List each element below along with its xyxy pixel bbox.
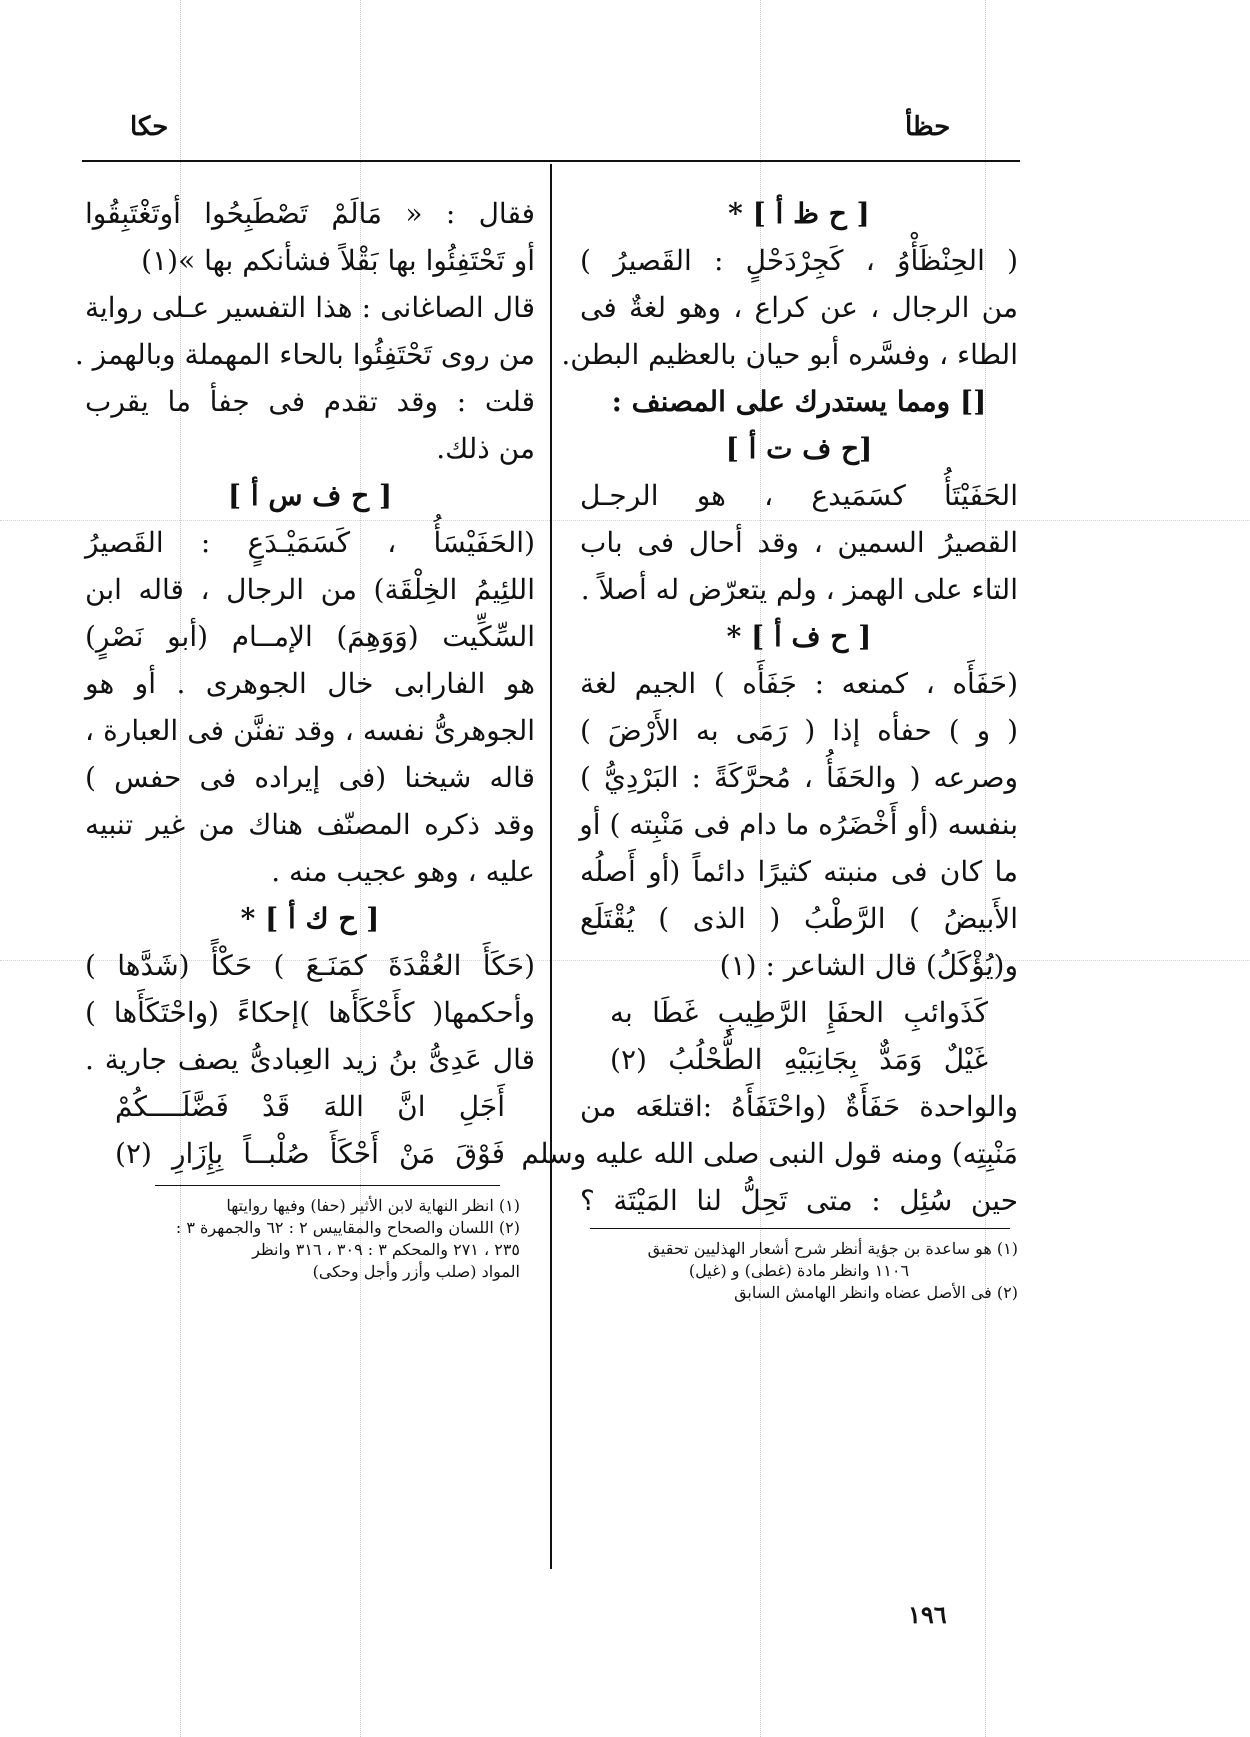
entry-heading: [ح ف ت أ ] (725, 432, 873, 465)
verse-line: فَوْقَ مَنْ أَحْكَأَ صُلْبــاً بِإِزَارِ (٢) (115, 1137, 505, 1170)
text-line: اللئِيمُ الخِلْقَة) من الرجال ، قاله ابن (85, 573, 535, 606)
right-column (521, 190, 1018, 1224)
text-line: قلت : وقد تقدم فى جفأ ما يقرب (85, 385, 535, 418)
text-line: عليه ، وهو عجيب منه . (271, 855, 535, 888)
verse-line: أَجَلِ انَّ اللهَ قَدْ فَضَّلَــــكُمْ (115, 1090, 505, 1123)
text-line: (حَكَأَ العُقْدَةَ كمَنَـعَ ) حَكْأً (شَدَّها ) (85, 949, 535, 982)
text-line: ( و ) حفأه إذا ( رَمَى به الأَرْضَ ) (580, 714, 1018, 747)
text-line: (الحَفَيْسَأُ ، كَسَمَيْـدَعٍ : القَصيرُ (85, 526, 535, 559)
footnote: المواد (صلب وأزر وأجل وحكى) (312, 1262, 520, 1281)
text-line: بنفسه (أو أَخْضَرُه ما دام فى مَنْبِته ) أو (579, 808, 1018, 841)
text-line: هو الفارابى خال الجوهرى . أو هو (85, 667, 535, 700)
text-line: (حَفَأَه ، كمنعه : جَفَأَه ) الجيم لغة (580, 667, 1018, 700)
left-footnotes (100, 1195, 520, 1283)
text-line: و(يُؤْكَلُ) قال الشاعر : (١) (719, 949, 1018, 982)
verse-line: غَيْلٌ وَمَدٌّ بِجَانِبَيْهِ الطُّحْلُبُ (٢) (610, 1043, 988, 1076)
text-line: من روى تَحْتَفِئُوا بالحاء المهملة وبالهمز . (74, 338, 535, 371)
verse-line: كَذَوائبِ الحفَإِ الرَّطِيبِ غَطَا به (610, 996, 988, 1029)
text-line: أو تَحْتَفِئُوا بها بَقْلاً فشأنكم بها »(١) (141, 244, 535, 277)
text-line: قاله شيخنا (فى إيراده فى حفس ) (85, 761, 535, 794)
entry-heading: [ ح ك أ ] * (240, 902, 380, 935)
footnote-rule (155, 1185, 500, 1186)
text-line: حين سُئِل : متى تَحِلُّ لنا المَيْتَة ؟ (580, 1184, 1018, 1217)
text-line: السِّكِّيت (وَوَهِمَ) الإمــام (أبو نَصْرٍ) (85, 620, 535, 653)
text-line: قال عَدِىُّ بنُ زيد العِبادىُّ يصف جارية . (85, 1043, 535, 1076)
footnote: ١١٠٦ وانظر مادة (غطى) و (غيل) (688, 1261, 910, 1280)
entry-heading: [ ح ف أ ] * (726, 620, 872, 653)
header-rule (82, 160, 1020, 162)
text-line: ( الحِنْظَأْوُ ، كَجِرْدَحْلٍ : القَصيرُ ) (580, 244, 1018, 277)
text-line: الجوهرىُّ نفسه ، وقد تفنَّن فى العبارة ، (85, 714, 535, 747)
column-divider (550, 164, 552, 1569)
entry-heading: [ ح ف س أ ] (227, 479, 393, 512)
text-line: فقال : « مَالَمْ تَصْطَبِحُوا أوتَغْتَبِقُوا (85, 197, 535, 230)
footnote: (١) هو ساعدة بن جؤية أنظر شرح أشعار الهذليين تحقيق (647, 1239, 1018, 1258)
text-line: [] ومما يستدرك على المصنف : (611, 385, 987, 418)
text-line: قال الصاغانى : هذا التفسير عـلى رواية (85, 291, 535, 324)
footnote: (١) انظر النهاية لابن الأثير (حفا) وفيها روايتها (226, 1196, 520, 1215)
entry-heading: [ ح ظ أ ] * (728, 197, 870, 230)
running-header-right: حظأ (905, 112, 951, 142)
text-line: التاء على الهمز ، ولم يتعرّض له أصلاً . (580, 573, 1018, 606)
running-header-left: حكا (130, 112, 169, 142)
left-column (74, 190, 535, 1177)
text-line: مَنْبِتِه) ومنه قول النبى صلى الله عليه وسلم (521, 1137, 1018, 1170)
text-line: من الرجال ، عن كراع ، وهو لغةٌ فى (580, 291, 1018, 324)
footnote: (٢) اللسان والصحاح والمقاييس ٢ : ٦٢ والجمهرة ٣ : (175, 1218, 520, 1237)
right-footnotes (580, 1238, 1018, 1304)
text-line: والواحدة حَفَأَةٌ (واحْتَفَأَهُ :اقتلعَه من (580, 1090, 1018, 1123)
footnote: ٢٣٥ ، ٢٧١ والمحكم ٣ : ٣٠٩ ، ٣١٦ وانظر (252, 1240, 520, 1259)
text-line: من ذلك. (436, 432, 535, 465)
text-line: ما كان فى منبته كثيرًا دائماً (أو أَصلُه (580, 855, 1018, 888)
page-number: ١٩٦ (908, 1600, 947, 1629)
text-line: وصرعه ( والحَفَأُ ، مُحرَّكَةً : البَرْدِيُّ ) (580, 761, 1018, 794)
text-line: وأحكمها( كأَحْكَأَها )إحكاءً (واحْتَكَأَها ) (85, 996, 535, 1029)
text-line: وقد ذكره المصنّف هناك من غير تنبيه (85, 808, 535, 841)
text-line: الحَفَيْتَأُ كسَمَيدع ، هو الرجـل (580, 479, 1018, 512)
footnote-rule (590, 1228, 1010, 1229)
text-line: الأَبيضُ ) الرَّطْبُ ( الذى ) يُقْتَلَع (580, 902, 1018, 935)
text-line: القصيرُ السمين ، وقد أحال فى باب (580, 526, 1018, 559)
text-line: الطاء ، وفسَّره أبو حيان بالعظيم البطن. (561, 338, 1018, 371)
footnote: (٢) فى الأصل عضاه وانظر الهامش السابق (734, 1283, 1018, 1302)
